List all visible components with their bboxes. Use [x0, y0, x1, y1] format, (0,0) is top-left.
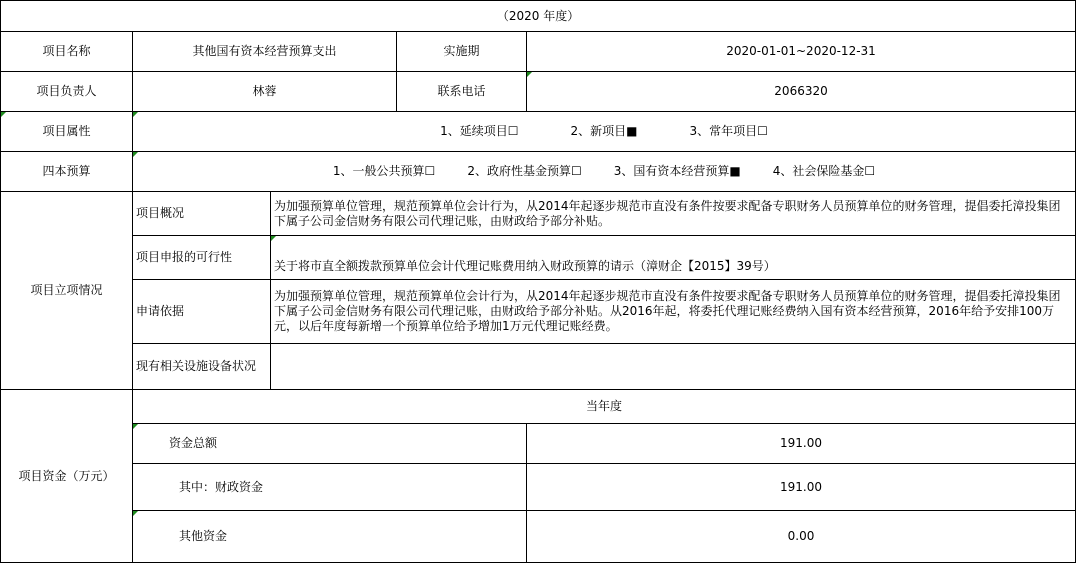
funds-other-value: 0.00 [527, 511, 1076, 563]
budget-option-social-insurance: 4、社会保险基金☐ [772, 164, 876, 178]
funds-other-label: 其他资金 [133, 511, 527, 563]
project-name-value: 其他国有资本经营预算支出 [133, 32, 397, 72]
phone-label: 联系电话 [397, 72, 527, 112]
basis-label: 申请依据 [133, 280, 271, 344]
facilities-label: 现有相关设施设备状况 [133, 344, 271, 390]
attr-label: 项目属性 [1, 112, 133, 152]
attr-option-regular: 3、常年项目☐ [689, 124, 768, 138]
facilities-text [271, 344, 1076, 390]
budget-option-state-capital: 3、国有资本经营预算■ [613, 164, 741, 178]
funds-total-label: 资金总额 [133, 424, 527, 464]
overview-label: 项目概况 [133, 192, 271, 236]
budget-label: 四本预算 [1, 152, 133, 192]
setup-label: 项目立项情况 [1, 192, 133, 390]
feasibility-label: 项目申报的可行性 [133, 236, 271, 280]
attr-option-continuing: 1、延续项目☐ [440, 124, 519, 138]
budget-option-public: 1、一般公共预算☐ [332, 164, 436, 178]
year-header: （2020 年度） [1, 1, 1076, 32]
budget-option-fund: 2、政府性基金预算☐ [467, 164, 582, 178]
owner-value: 林蓉 [133, 72, 397, 112]
attr-options [133, 112, 1076, 152]
project-name-label: 项目名称 [1, 32, 133, 72]
basis-text: 为加强预算单位管理，规范预算单位会计行为，从2014年起逐步规范市直没有条件按要求配备专职财务人员预算单位的财务管理，提倡委托漳投集团下属子公司金信财务有限公司代理记账，由财政给予部分补贴。从2016年起，将委托代理记账经费纳入国有资本经营预算，2016年给予安排100万元，以后年度每新增一个预算单位给予增加1万元代理记账经费。 [271, 280, 1076, 344]
funds-total-value: 191.00 [527, 424, 1076, 464]
funds-fiscal-value: 191.00 [527, 464, 1076, 511]
funds-col-header: 当年度 [133, 390, 1076, 424]
phone-value: 2066320 [527, 72, 1076, 112]
period-value: 2020-01-01~2020-12-31 [527, 32, 1076, 72]
period-label: 实施期 [397, 32, 527, 72]
budget-options [133, 152, 1076, 192]
feasibility-text: 关于将市直全额拨款预算单位会计代理记账费用纳入财政预算的请示（漳财企【2015】39号） [271, 236, 1076, 280]
owner-label: 项目负责人 [1, 72, 133, 112]
funds-fiscal-label: 其中：财政资金 [133, 464, 527, 511]
attr-option-new: 2、新项目■ [570, 124, 638, 138]
funds-label: 项目资金（万元） [1, 390, 133, 563]
overview-text: 为加强预算单位管理，规范预算单位会计行为，从2014年起逐步规范市直没有条件按要求配备专职财务人员预算单位的财务管理，提倡委托漳投集团下属子公司金信财务有限公司代理记账，由财政给予部分补贴。 [271, 192, 1076, 236]
